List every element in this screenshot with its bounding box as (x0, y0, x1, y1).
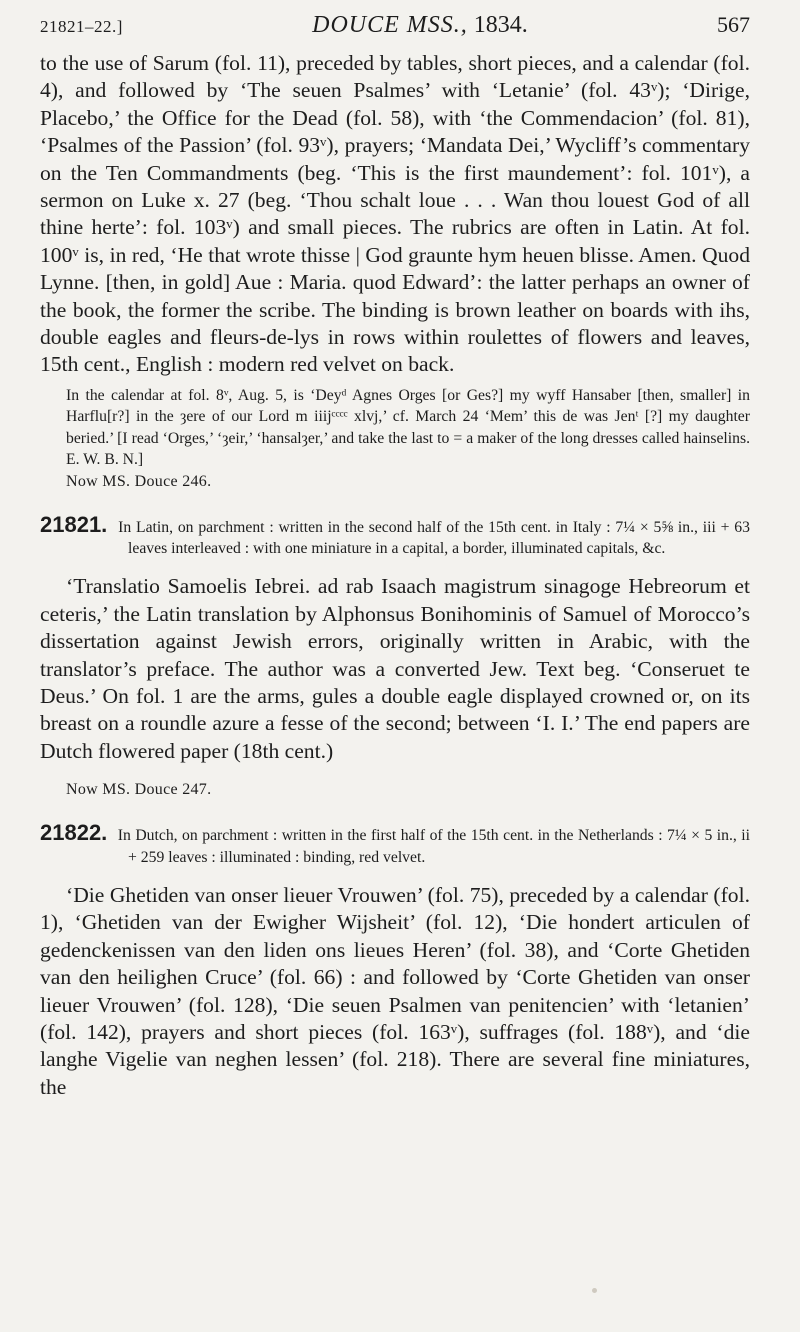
calendar-note: In the calendar at fol. 8ᵛ, Aug. 5, is ‘Deyᵈ Agnes Orges [or Ges?] my wyff Hansaber [then, smaller] in Harflu[r?] in the ȝere of our Lord m iiijᶜᶜᶜᶜ xlvj,’ cf. March 24 ‘Mem’ this de was Jenᵗ [?] my daughter beried.’ [I read ‘Orges,’ ‘ȝeir,’ ‘hansalȝer,’ and take the last to = a maker of the long dresses called hainselins. E. W. B. N.] (66, 386, 750, 469)
page-number: 567 (716, 12, 750, 37)
entry-21822-header (40, 822, 750, 868)
shelfmark-247: Now MS. Douce 247. (66, 781, 212, 799)
running-title (312, 12, 528, 39)
continuation-paragraph: to the use of Sarum (fol. 11), preceded by tables, short pieces, and a calendar (fol. 4), and followed by ‘The seuen Psalmes’ with ‘Letanie’ (fol. 43ᵛ); ‘Dirige, Placebo,’ the Office for the Dead (fol. 58), with ‘the Commendacion’ (fol. 81), ‘Psalmes of the Passion’ (fol. 93ᵛ), prayers; ‘Mandata Dei,’ Wycliff’s commentary on the Ten Commandments (beg. ‘This is the first maundement’: fol. 101ᵛ), a sermon on Luke x. 27 (beg. ‘Thou schalt loue . . . Wan thou louest God of all thine herte’: fol. 103ᵛ) and small pieces. The rubrics are often in Latin. At fol. 100ᵛ is, in red, ‘He that wrote thisse | God graunte hym heuen blisse. Amen. Quod Lynne. [then, in gold] Aue : Maria. quod Edward’: the latter perhaps an owner of the book, the former the scribe. The binding is brown leather on boards with ihs, double eagles and fleurs-de-lys in rows within roulettes of flowers and leaves, 15th cent., English : modern red velvet on back. (40, 51, 750, 377)
running-header (40, 12, 750, 50)
entry-21821-header (40, 511, 750, 560)
running-title-italic: DOUCE MSS., (312, 12, 468, 38)
entry-21822-description: In Dutch, on parchment : written in the first half of the 15th cent. in the Netherlands : 7¼ × 5 in., ii + 259 leaves : illuminated : binding, red velvet. (117, 827, 751, 866)
entry-range: 21821–22.] (40, 17, 123, 36)
shelfmark-246: Now MS. Douce 246. (66, 472, 212, 490)
entry-21821-description: In Latin, on parchment : written in the second half of the 15th cent. in Italy : 7¼ × 5⅝ in., iii + 63 leaves interleaved : with one miniature in a capital, a border, illuminated capitals, &c. (118, 518, 750, 557)
entry-21821-number: 21821. (40, 511, 108, 537)
paper-speck (592, 1288, 597, 1293)
entry-21822-body: ‘Die Ghetiden van onser lieuer Vrouwen’ (fol. 75), preceded by a calendar (fol. 1), ‘Ghetiden van der Ewigher Wijsheit’ (fol. 12), ‘Die hondert articulen of gedenckenissen van den liden ons lieues Heren’ (fol. 38), and ‘Corte Ghetiden van den heilighen Cruce’ (fol. 66) : and followed by ‘Corte Ghetiden van onser lieuer Vrouwen’ (fol. 128), ‘Die seuen Psalmen van penitencien’ with ‘letanien’ (fol. 142), prayers and short pieces (fol. 163ᵛ), suffrages (fol. 188ᵛ), and ‘die langhe Vigelie van neghen lessen’ (fol. 218). There are several fine miniatures, the (40, 882, 750, 1099)
running-title-year: 1834. (473, 12, 528, 38)
entry-21822-number: 21822. (40, 820, 108, 846)
entry-21821-body: ‘Translatio Samoelis Iebrei. ad rab Isaach magistrum sinagoge Hebreorum et ceteris,’ the Latin translation by Alphonsus Bonihominis of Samuel of Morocco’s dissertation against Jewish errors, originally written in Arabic, with the translator’s preface. The author was a converted Jew. Text beg. ‘Conseruet te Deus.’ On fol. 1 are the arms, gules a double eagle displayed crowned or, on its breast on a roundle azure a fesse of the second; between ‘I. I.’ The end papers are Dutch flowered paper (18th cent.) (40, 574, 750, 763)
